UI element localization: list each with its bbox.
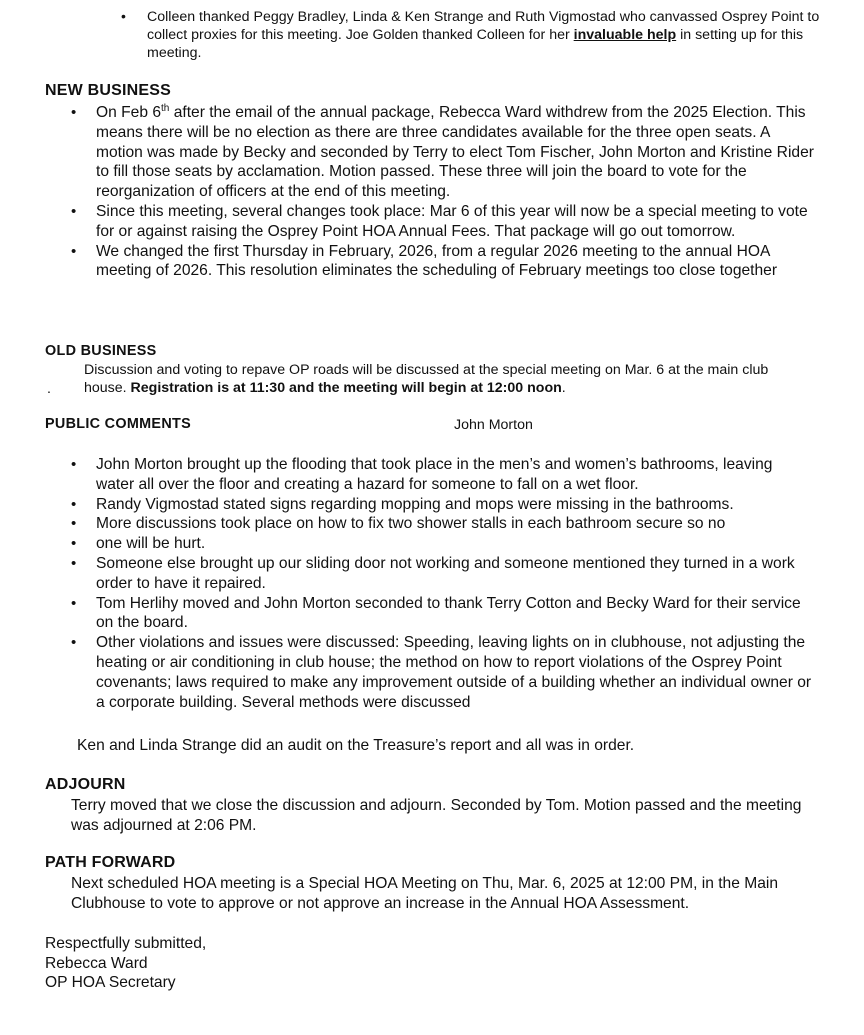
top-bullet	[121, 8, 827, 62]
bullet-dot: •	[71, 594, 77, 612]
list-item	[71, 102, 820, 202]
bullet-dot: •	[71, 535, 77, 553]
public-comments-speaker: John Morton	[454, 417, 533, 433]
list-item	[71, 455, 812, 495]
bullet-dot: •	[71, 104, 77, 121]
public-comment-item: Randy Vigmostad stated signs regarding mopping and mops were missing in the bathrooms.	[96, 495, 734, 513]
bullet-dot: •	[71, 515, 77, 533]
public-comment-item: Other violations and issues were discussed: Speeding, leaving lights on in clubhouse, not adjusting the heating or air conditioning in club house; the method on how to report violations of the Osprey Point covenants; laws required to make any improvement outside of a building whether an individual owner or a corporate building. Several methods were discussed	[96, 634, 812, 711]
path-forward-text: Next scheduled HOA meeting is a Special HOA Meeting on Thu, Mar. 6, 2025 at 12:00 PM, in the Main Clubhouse to vote to approve or not approve an increase in the Annual HOA Assessment.	[71, 875, 779, 912]
list-item	[71, 242, 820, 282]
old-business-text-bold: Registration is at 11:30 and the meeting will begin at 12:00 noon	[130, 380, 562, 396]
list-item	[71, 554, 812, 594]
list-item	[71, 594, 812, 634]
public-comment-item: Tom Herlihy moved and John Morton seconded to thank Terry Cotton and Becky Ward for their service on the board.	[96, 594, 801, 632]
public-comments-list	[71, 455, 812, 712]
list-item	[71, 534, 812, 554]
top-bullet-emphasis: invaluable help	[573, 27, 677, 43]
old-business-text-pre: Discussion and voting to repave OP roads will be discussed at the special meeting on Mar. 6 at the main club house.	[84, 362, 769, 396]
signature-name: Rebecca Ward	[45, 954, 148, 972]
top-bullet-text-1: Colleen thanked Peggy Bradley, Linda & Ken Strange and Ruth Vigmostad who canvassed Osprey Point to collect proxies for this meeting. Joe Golden thanked Colleen for her	[147, 9, 820, 43]
bullet-dot: •	[71, 242, 77, 260]
bullet-dot: •	[71, 634, 77, 652]
adjourn-text: Terry moved that we close the discussion and adjourn. Seconded by Tom. Motion passed and the meeting was adjourned at 2:06 PM.	[71, 797, 802, 834]
new-business-heading: NEW BUSINESS	[45, 82, 171, 99]
public-comment-item: John Morton brought up the flooding that took place in the men’s and women’s bathrooms, leaving water all over the floor and creating a hazard for someone to fall on a wet floor.	[96, 456, 773, 493]
signature-block	[45, 934, 206, 993]
bullet-dot: •	[121, 8, 126, 24]
signature-closing: Respectfully submitted,	[45, 935, 207, 952]
new-business-item-1-pre: On Feb 6	[96, 104, 162, 121]
old-business-heading: OLD BUSINESS	[45, 343, 157, 359]
public-comment-item: one will be hurt.	[96, 535, 206, 553]
path-forward-heading: PATH FORWARD	[45, 854, 176, 871]
new-business-list	[71, 102, 820, 281]
bullet-dot: •	[71, 456, 77, 473]
list-item	[71, 495, 812, 515]
old-business-text	[84, 361, 814, 397]
new-business-item-2: Since this meeting, several changes took place: Mar 6 of this year will now be a special meeting to vote for or against raising the Osprey Point HOA Annual Fees. That package will go out tomorrow.	[96, 202, 808, 240]
top-bullet-text-2: in setting up for this meeting.	[147, 27, 804, 61]
bullet-dot: •	[71, 495, 77, 513]
audit-note: Ken and Linda Strange did an audit on the Treasure’s report and all was in order.	[77, 737, 635, 754]
list-item	[71, 514, 812, 534]
list-item	[71, 202, 820, 242]
public-comments-heading: PUBLIC COMMENTS	[45, 416, 192, 432]
old-business-text-post: .	[561, 380, 566, 396]
public-comment-item: Someone else brought up our sliding door not working and someone mentioned they turned in a work order to have it repaired.	[96, 554, 795, 592]
bullet-dot: •	[71, 202, 77, 220]
new-business-item-1-post: after the email of the annual package, Rebecca Ward withdrew from the 2025 Election. This means there will be no election as there are three candidates available for the three open seats. A motion was made by Becky and seconded by Terry to elect Tom Fischer, John Morton and Kristine Rider to fill those seats by acclamation. Motion passed. These three will join the board to vote for the reorganization of officers at the end of this meeting.	[96, 104, 814, 201]
signature-title: OP HOA Secretary	[45, 974, 176, 991]
old-business-dot: .	[47, 381, 51, 397]
adjourn-heading: ADJOURN	[45, 776, 126, 793]
list-item	[71, 633, 812, 712]
new-business-item-3: We changed the first Thursday in February, 2026, from a regular 2026 meeting to the annual HOA meeting of 2026. This resolution eliminates the scheduling of February meetings too close together	[96, 242, 778, 280]
bullet-dot: •	[71, 554, 77, 572]
new-business-item-1-sup: th	[161, 102, 170, 114]
public-comment-item: More discussions took place on how to fix two shower stalls in each bathroom secure so no	[96, 515, 726, 533]
